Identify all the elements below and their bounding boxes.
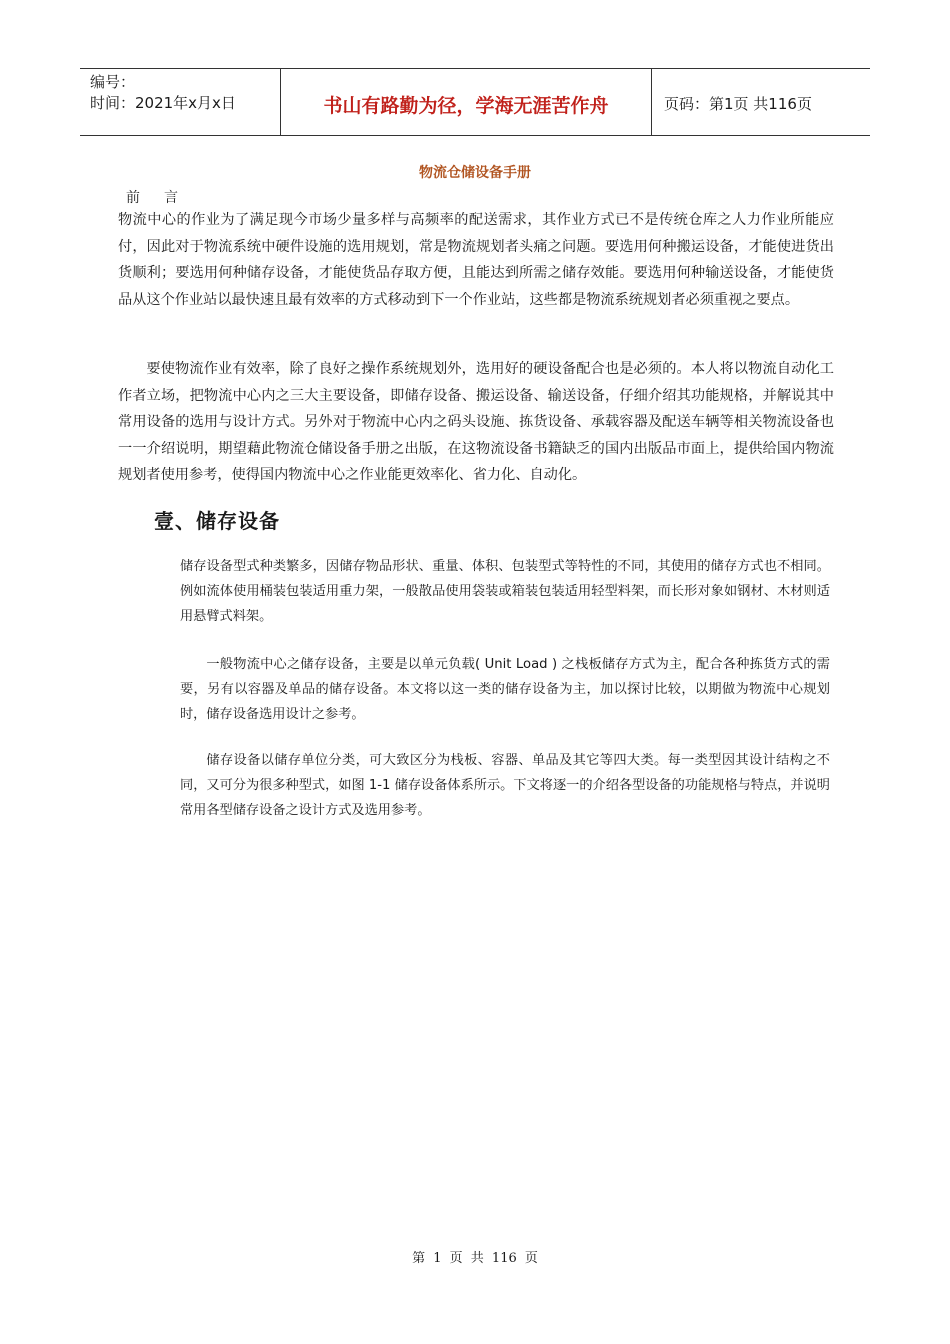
section-paragraph-2: 一般物流中心之储存设备，主要是以单元负载( Unit Load ) 之栈板储存方式为主，配合各种拣货方式的需要，另有以容器及单品的储存设备。本文将以这一类的储存设备为主，加以探讨比较，以期做为物流中心规划时，储存设备选用设计之参考。 [180,657,830,722]
preface-heading: 前言 [126,190,202,206]
preface-paragraph-1: 物流中心的作业为了满足现今市场少量多样与高频率的配送需求，其作业方式已不是传统仓库之人力作业所能应付，因此对于物流系统中硬件设施的选用规划，常是物流规划者头痛之问题。要选用何种搬运设备，才能使进货出货顺利；要选用何种储存设备，才能使货品存取方便，且能达到所需之储存效能。要选用何种输送设备，才能使货品从这个作业站以最快速且最有效率的方式移动到下一个作业站，这些都是物流系统规划者必须重视之要点。 [118,212,834,308]
section-heading-storage-equipment: 壹、储存设备 [154,509,280,533]
document-code-label: 编号： [90,73,136,91]
header-meta-cell [80,69,280,135]
document-title: 物流仓储设备手册 [419,165,531,181]
page-header [80,68,870,136]
preface-paragraph-2: 要使物流作业有效率，除了良好之操作系统规划外，选用好的硬设备配合也是必须的。本人将以物流自动化工作者立场，把物流中心内之三大主要设备，即储存设备、搬运设备、输送设备，仔细介绍其功能规格，并解说其中常用设备的选用与设计方式。另外对于物流中心内之码头设施、拣货设备、承载容器及配送车辆等相关物流设备也一一介绍说明，期望藉此物流仓储设备手册之出版，在这物流设备书籍缺乏的国内出版品市面上，提供给国内物流规划者使用参考，使得国内物流中心之作业能更效率化、省力化、自动化。 [118,361,834,484]
document-time-label: 时间：2021年x月x日 [90,94,236,112]
header-motto: 书山有路勤为径，学海无涯苦作舟 [280,69,652,135]
section-paragraph-3: 储存设备以储存单位分类，可大致区分为栈板、容器、单品及其它等四大类。每一类型因其设计结构之不同，又可分为很多种型式，如图 1-1 储存设备体系所示。下文将逐一的介绍各型设备的功能规格与特点，并说明常用各型储存设备之设计方式及选用参考。 [180,753,830,818]
header-page-number: 页码：第1页 共116页 [664,94,812,113]
page-footer: 第 1 页 共 116 页 [412,1251,538,1266]
section-paragraph-1: 储存设备型式种类繁多，因储存物品形状、重量、体积、包装型式等特性的不同，其使用的储存方式也不相同。例如流体使用桶装包装适用重力架，一般散品使用袋装或箱装包装适用轻型料架，而长形对象如钢材、木材则适用悬臂式料架。 [180,559,830,624]
